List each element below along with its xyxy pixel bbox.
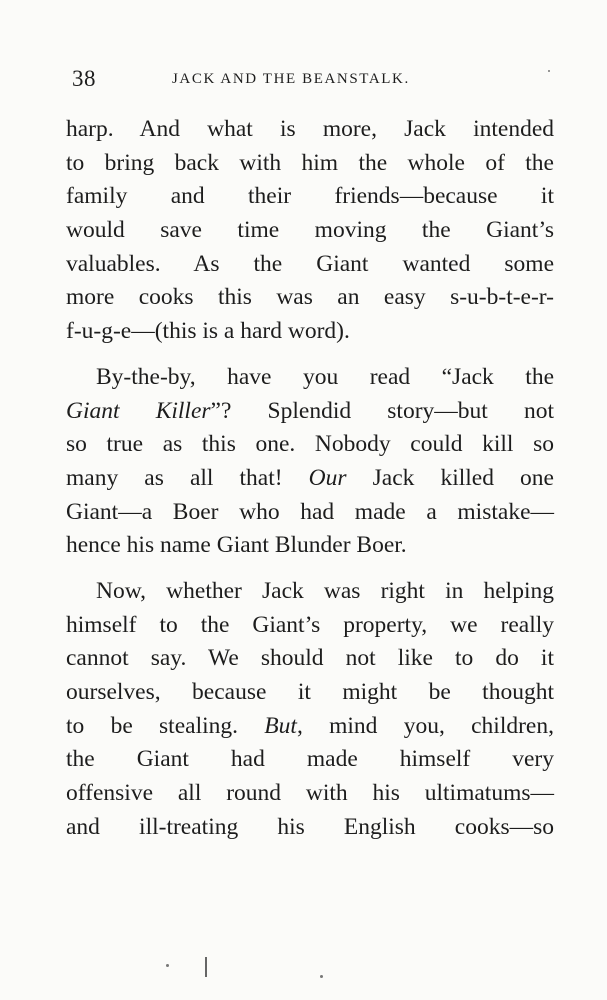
- text-line: offensive all round with his ultimatums—: [66, 780, 554, 807]
- printing-mark: [205, 957, 207, 977]
- paper-speck: [320, 975, 323, 978]
- body-text: [66, 113, 554, 844]
- text-line: By-the-by, have you read “Jack the: [96, 363, 554, 390]
- text-line: himself to the Giant’s property, we really: [66, 611, 554, 638]
- text-line: cannot say. We should not like to do it: [66, 645, 554, 672]
- paragraph: [66, 361, 554, 563]
- running-title: JACK AND THE BEANSTALK.: [172, 71, 410, 87]
- text-line: many as all that! Our Jack killed one: [66, 464, 554, 491]
- text-line: and ill-treating his English cooks—so: [66, 813, 554, 840]
- text-line: the Giant had made himself very: [66, 746, 554, 773]
- text-line: to be stealing. But, mind you, children,: [66, 712, 554, 739]
- text-line: family and their friends—because it: [66, 183, 554, 210]
- page-number: 38: [72, 66, 96, 91]
- paragraph: [66, 575, 554, 845]
- text-line: valuables. As the Giant wanted some: [66, 250, 554, 277]
- text-line: to bring back with him the whole of the: [66, 149, 554, 176]
- text-line: so true as this one. Nobody could kill so: [66, 431, 554, 458]
- text-line: harp. And what is more, Jack intended: [66, 116, 554, 142]
- italic-word: But: [264, 712, 297, 739]
- paper-speck: [166, 964, 169, 967]
- text-line: f-u-g-e—(this is a hard word).: [66, 318, 350, 345]
- text-line: ourselves, because it might be thought: [66, 679, 554, 705]
- text-line: Now, whether Jack was right in helping: [96, 577, 554, 604]
- text-line: Giant—a Boer who had made a mistake—: [66, 498, 554, 525]
- text-line: would save time moving the Giant’s: [66, 217, 554, 244]
- italic-word: Our: [308, 464, 347, 491]
- text-line: Giant Killer”? Splendid story—but not: [66, 397, 554, 424]
- paragraph: [66, 113, 554, 349]
- text-line: more cooks this was an easy s-u-b-t-e-r-: [66, 284, 554, 311]
- italic-title: Giant Killer: [66, 397, 211, 424]
- text-line: hence his name Giant Blunder Boer.: [66, 532, 407, 559]
- paper-speck: [548, 70, 550, 72]
- page-header: [72, 66, 552, 96]
